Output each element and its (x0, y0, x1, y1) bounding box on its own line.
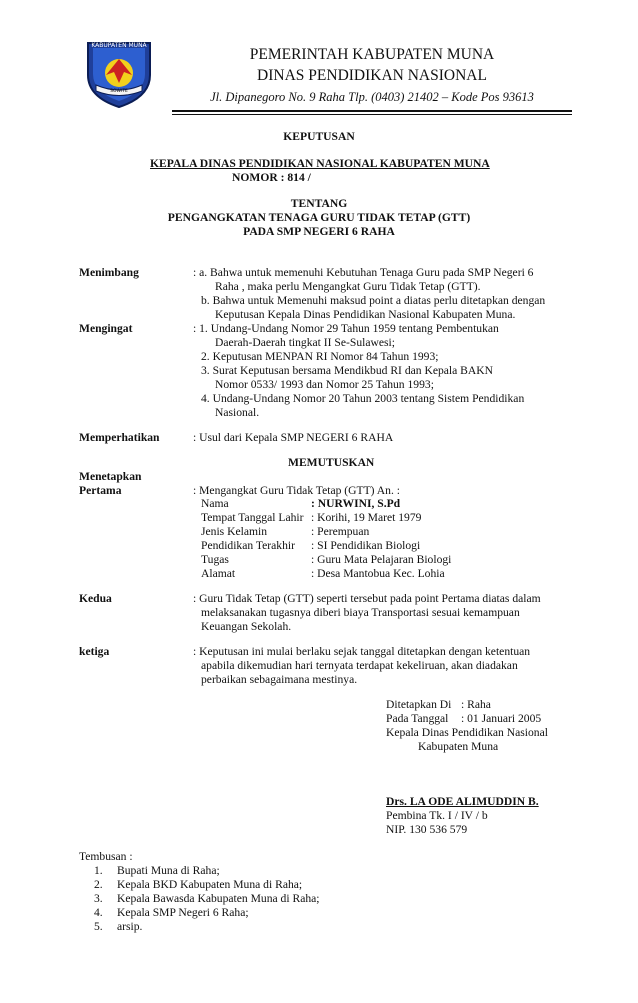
kabupaten-muna-logo (84, 37, 154, 109)
signatory-title1: Kepala Dinas Pendidikan Nasional (386, 726, 548, 739)
kedua-line2: melaksanakan tugasnya diberi biaya Transportasi sesuai kemampuan (201, 606, 520, 619)
menimbang-a-line1: : a. Bahwa untuk memenuhi Kebutuhan Tenaga Guru pada SMP Negeri 6 (193, 266, 534, 279)
mengingat-1-line2: Daerah-Daerah tingkat II Se-Sulawesi; (215, 336, 395, 349)
letterhead-line2: DINAS PENDIDIKAN NASIONAL (257, 67, 487, 84)
tembusan-number: 4. (94, 906, 103, 919)
field-value: : SI Pendidikan Biologi (311, 539, 421, 552)
letterhead-rule-thick (172, 110, 572, 112)
field-value: : Guru Mata Pelajaran Biologi (311, 553, 452, 566)
signatory-name: Drs. LA ODE ALIMUDDIN B. (386, 795, 539, 808)
mengingat-4-line1: 4. Undang-Undang Nomor 20 Tahun 2003 tentang Sistem Pendidikan (201, 392, 525, 405)
memperhatikan-label: Memperhatikan (79, 431, 160, 444)
signatory-nip: NIP. 130 536 579 (386, 823, 468, 836)
tembusan-item: Kepala BKD Kabupaten Muna di Raha; (117, 878, 303, 891)
menimbang-b-line2: Keputusan Kepala Dinas Pendidikan Nasional Kabupaten Muna. (215, 308, 516, 321)
svg-text:KABUPATEN MUNA: KABUPATEN MUNA (91, 42, 147, 49)
pertama-text: : Mengangkat Guru Tidak Tetap (GTT) An. : (193, 484, 400, 497)
menetapkan-label: Menetapkan (79, 470, 142, 483)
ketiga-label: ketiga (79, 645, 110, 658)
letterhead-line1: PEMERINTAH KABUPATEN MUNA (249, 46, 495, 63)
mengingat-3-line1: 3. Surat Keputusan bersama Mendikbud RI dan Kepala BAKN (201, 364, 494, 377)
date-value: : 01 Januari 2005 (461, 712, 542, 725)
subject-line1: PENGANGKATAN TENAGA GURU TIDAK TETAP (GTT) (167, 211, 471, 224)
tembusan-number: 5. (94, 920, 103, 933)
letterhead-address: Jl. Dipanegoro No. 9 Raha Tlp. (0403) 21402 – Kode Pos 93613 (210, 90, 534, 104)
field-key: Tempat Tanggal Lahir (201, 511, 304, 524)
kedua-label: Kedua (79, 592, 112, 605)
signatory-title2: Kabupaten Muna (418, 740, 499, 753)
about: TENTANG (290, 197, 348, 210)
field-value: : Perempuan (311, 525, 370, 538)
mengingat-label: Mengingat (79, 322, 133, 335)
mengingat-1-line1: : 1. Undang-Undang Nomor 29 Tahun 1959 tentang Pembentukan (193, 322, 499, 335)
date-label: Pada Tanggal (386, 712, 449, 725)
field-key: Alamat (201, 567, 236, 580)
subject-line2: PADA SMP NEGERI 6 RAHA (243, 225, 395, 238)
tembusan-number: 2. (94, 878, 103, 891)
place-value: : Raha (461, 698, 491, 711)
tembusan-number: 1. (94, 864, 103, 877)
signatory-rank: Pembina Tk. I / IV / b (386, 809, 488, 822)
kedua-line1: : Guru Tidak Tetap (GTT) seperti tersebut pada point Pertama diatas dalam (193, 592, 541, 605)
menimbang-label: Menimbang (79, 266, 139, 279)
tembusan-item: Kepala SMP Negeri 6 Raha; (117, 906, 249, 919)
memperhatikan-text: : Usul dari Kepala SMP NEGERI 6 RAHA (193, 431, 394, 444)
field-key: Tugas (201, 553, 229, 566)
authority: KEPALA DINAS PENDIDIKAN NASIONAL KABUPATEN MUNA (150, 157, 490, 170)
mengingat-4-line2: Nasional. (215, 406, 260, 419)
mengingat-2: 2. Keputusan MENPAN RI Nomor 84 Tahun 1993; (201, 350, 439, 363)
mengingat-3-line2: Nomor 0533/ 1993 dan Nomor 25 Tahun 1993; (215, 378, 434, 391)
field-key: Jenis Kelamin (201, 525, 268, 538)
ketiga-line1: : Keputusan ini mulai berlaku sejak tanggal ditetapkan dengan ketentuan (193, 645, 531, 658)
tembusan-item: Kepala Bawasda Kabupaten Muna di Raha; (117, 892, 320, 905)
tembusan-label: Tembusan : (79, 850, 133, 863)
kedua-line3: Keuangan Sekolah. (201, 620, 292, 633)
menimbang-a-line2: Raha , maka perlu Mengangkat Guru Tidak Tetap (GTT). (215, 280, 481, 293)
tembusan-item: Bupati Muna di Raha; (117, 864, 220, 877)
place-label: Ditetapkan Di (386, 698, 452, 711)
svg-text:SOWITE: SOWITE (110, 89, 128, 94)
letterhead-rule-thin (172, 114, 572, 115)
tembusan-number: 3. (94, 892, 103, 905)
field-key: Nama (201, 497, 229, 510)
ketiga-line2: apabila dikemudian hari ternyata terdapat kekeliruan, akan diadakan (201, 659, 518, 672)
field-value: : Korihi, 19 Maret 1979 (311, 511, 422, 524)
ketiga-line3: perbaikan sebagaimana mestinya. (201, 673, 358, 686)
pertama-label: Pertama (79, 484, 122, 497)
field-value-name: : NURWINI, S.Pd (311, 497, 401, 510)
memutuskan-heading: MEMUTUSKAN (288, 456, 375, 469)
decree-number: NOMOR : 814 / (232, 171, 311, 184)
field-key: Pendidikan Terakhir (201, 539, 295, 552)
menimbang-b-line1: b. Bahwa untuk Memenuhi maksud point a diatas perlu ditetapkan dengan (201, 294, 546, 307)
field-value: : Desa Mantobua Kec. Lohia (311, 567, 445, 580)
tembusan-item: arsip. (117, 920, 143, 933)
doc-type: KEPUTUSAN (283, 130, 355, 143)
